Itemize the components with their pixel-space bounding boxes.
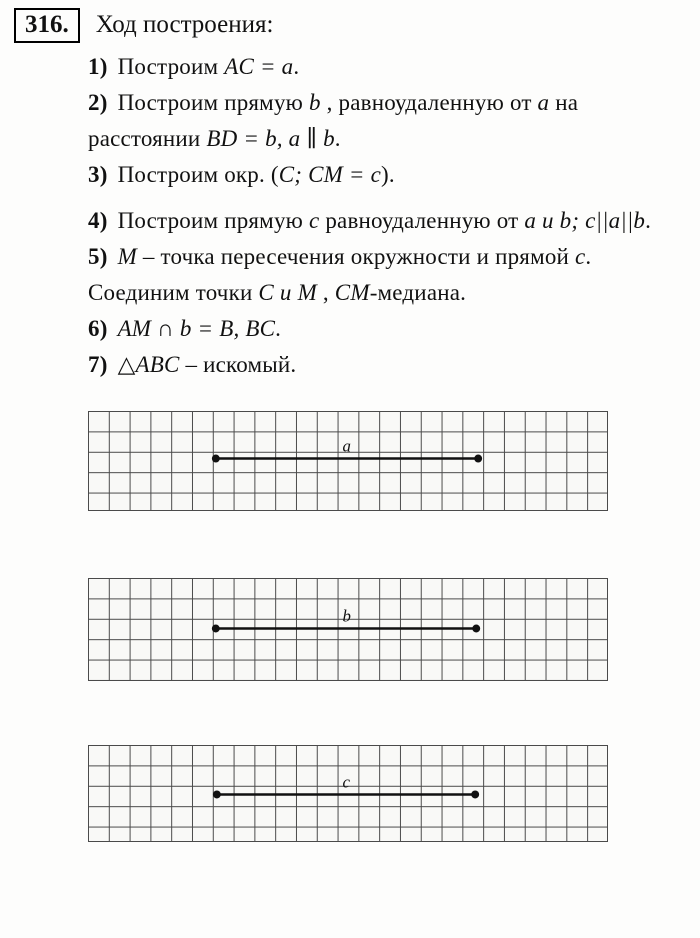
segment-label: c [342, 772, 351, 792]
step-line [88, 203, 688, 239]
math-expression: a и b; c||a||b [524, 208, 646, 233]
segment-endpoint-dot [474, 455, 482, 463]
math-expression: AC = a [224, 54, 294, 79]
segment-endpoint-dot [472, 625, 480, 633]
step-text: – искомый. [179, 352, 297, 377]
step-marker: 7) [88, 352, 108, 377]
figures-container [88, 411, 700, 842]
step-text: равноудаленную от [319, 208, 525, 233]
step-line [88, 157, 688, 193]
grid-figure-b [88, 578, 608, 681]
segment-drawing [88, 411, 607, 510]
step-text: на расстоянии [88, 90, 579, 151]
math-expression: △ABC [117, 352, 180, 377]
grid-figure-a [88, 411, 608, 511]
step-marker: 4) [88, 208, 108, 233]
step-line [88, 49, 688, 85]
step-line [88, 275, 688, 311]
segment-label: b [342, 606, 351, 626]
math-expression: C и M [258, 280, 317, 305]
step-line [88, 239, 688, 275]
step-text: Построим [117, 54, 225, 79]
problem-number: 316. [14, 8, 80, 43]
step-marker: 1) [88, 54, 108, 79]
segment-endpoint-dot [212, 625, 220, 633]
math-expression: a [537, 90, 550, 115]
segment-endpoint-dot [212, 455, 220, 463]
math-expression: M [117, 244, 137, 269]
step-text: -медиана. [369, 280, 467, 305]
step-text: , [316, 280, 335, 305]
step-text: . [293, 54, 300, 79]
math-expression: b [308, 90, 321, 115]
math-expression: AM ∩ b = B, BC [117, 316, 276, 341]
step-marker: 3) [88, 162, 108, 187]
page-title: Ход построения: [95, 11, 274, 38]
step-line [88, 347, 688, 383]
step-marker: 5) [88, 244, 108, 269]
segment-endpoint-dot [213, 791, 221, 799]
math-expression: c [308, 208, 320, 233]
step-text: Соединим точки [88, 280, 259, 305]
problem-header [0, 0, 700, 43]
step-text: Построим прямую [117, 90, 309, 115]
math-expression: c [575, 244, 586, 269]
step-line [88, 311, 688, 347]
math-expression: BD = b, a ∥ b [206, 126, 335, 151]
step-text: . [275, 316, 282, 341]
math-expression: C; CM = c [278, 162, 382, 187]
step-marker: 2) [88, 90, 108, 115]
segment-endpoint-dot [471, 791, 479, 799]
step-marker: 6) [88, 316, 108, 341]
step-text: Построим прямую [117, 208, 309, 233]
step-text: ). [381, 162, 395, 187]
step-text: . [645, 208, 652, 233]
step-text: Построим окр. ( [117, 162, 279, 187]
segment-label: a [342, 436, 351, 456]
math-expression: CM [334, 280, 370, 305]
steps-list [88, 49, 688, 383]
step-text: . [585, 244, 592, 269]
segment-drawing [88, 578, 607, 680]
step-text: – точка пересечения окружности и прямой [136, 244, 575, 269]
step-text: , равноудаленную от [320, 90, 538, 115]
step-text: . [334, 126, 341, 151]
segment-drawing [88, 745, 607, 841]
grid-figure-c [88, 745, 608, 842]
step-line [88, 85, 688, 157]
